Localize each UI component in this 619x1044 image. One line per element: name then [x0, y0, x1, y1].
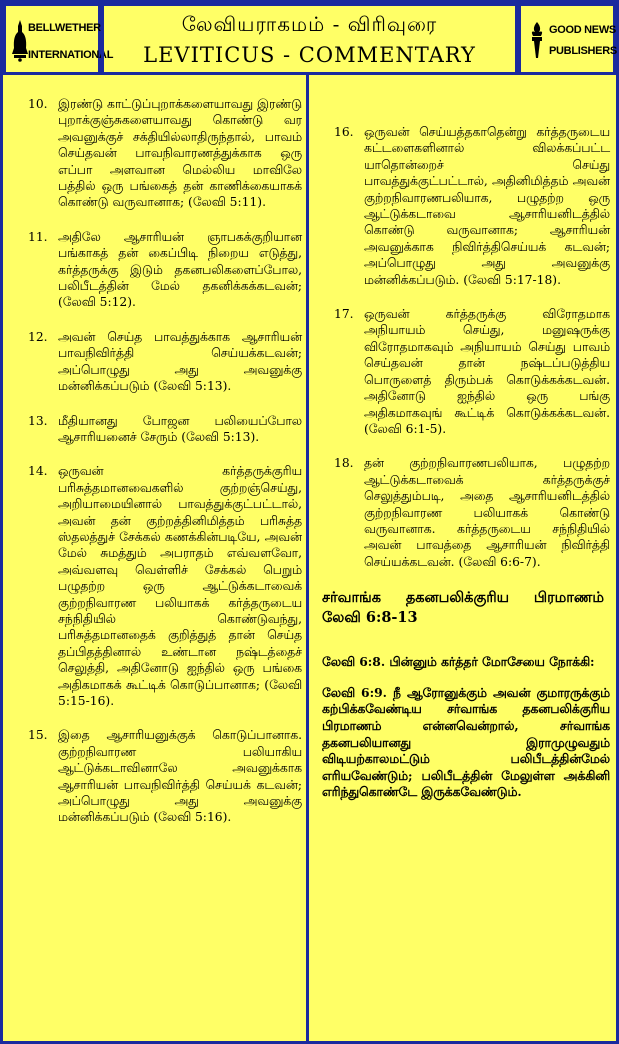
right-column [312, 78, 616, 801]
good-news-logo-text [549, 24, 617, 58]
section-block [322, 588, 610, 801]
verse-6-8: லேவி 6:8. பின்னும் கர்த்தர் மோசேயை நோக்கி: [322, 654, 595, 670]
verse-6-9: லேவி 6:9. நீ ஆரோனுக்கும் அவன் குமாரருக்கும் கற்பிக்கவேண்டிய சர்வாங்க தகனபலிக்குரிய பிரமாணம் என்னவென்றால், சர்வாங்க தகனபலியானது இராமுழுவதும் விடியற்காலமட்டும் பலிபீடத்தின்மேல் எரியவேண்டும்; பலிபீடத்தின் மேலுள்ள அக்கினி எரிந்துகொண்டே இருக்கவேண்டும். [322, 684, 610, 800]
entry-number: 17. [334, 307, 354, 322]
bell-icon [10, 18, 30, 62]
left-column [6, 78, 306, 844]
entry-number: 10. [28, 97, 48, 111]
bellwether-logo [3, 3, 114, 75]
title-box [101, 3, 518, 75]
entry-text: இதை ஆசாரியனுக்குக் கொடுப்பானாக. குற்றநிவாரண பலியாகிய ஆட்டுக்கடாவினாலே அவனுக்காக ஆசாரியன் பாவநிவிர்த்தி செய்யக் கடவன்; அப்பொழுது அது அவனுக்கு மன்னிக்கப்படும் (லேவி 5:16). [58, 728, 302, 825]
entry-number: 16. [334, 125, 354, 139]
verse-entry [28, 463, 302, 709]
entry-text: ஒருவன் செய்யத்தகாதென்று கர்த்தருடைய கட்டளைகளினால் விலக்கப்பட்ட யாதொன்றைச் செய்து பாவத்துக்குட்பட்டால், அதினிமித்தம் அவன் குற்றநிவாரணபலியாக, பழுதற்ற ஒரு ஆட்டுக்கடாவை ஆசாரியனிடத்தில் கொண்டு வருவானாக; ஆசாரியன் அவனுக்காக நிவிர்த்திசெய்யக் கடவன்; அப்பொழுது அது அவனுக்கு மன்னிக்கப்படும். (லேவி 5:17-18). [364, 125, 610, 287]
verse-entry [334, 306, 610, 437]
entry-text: ஒருவன் கர்த்தருக்கு விரோதமாக அநியாயம் செய்து, மனுஷருக்கு விரோதமாகவும் அநியாயம் செய்து பாவம் செய்தவன் தான் நஷ்டப்படுத்திய பொருளைத் திரும்பக் கொடுக்கக்கடவன். அதினோடு ஐந்தில் ஒரு பங்கு அதிகமாகவுங் கூட்டிக் கொடுக்கக்கடவன். (லேவி 6:1-5). [364, 307, 610, 436]
entry-number: 14. [28, 464, 48, 479]
entry-text: அவன் செய்த பாவத்துக்காக ஆசாரியன் பாவநிவிர்த்தி செய்யக்கடவன்; அப்பொழுது அது அவனுக்கு மன்னிக்கப்படும் (லேவி 5:13). [58, 329, 302, 394]
logo-left-line2: INTERNATIONAL [28, 49, 114, 61]
section-reference: லேவி 6:8-13 [322, 609, 418, 627]
verse-entry [28, 329, 302, 395]
title-english: LEVITICUS - COMMENTARY [143, 43, 476, 67]
good-news-logo [518, 3, 616, 75]
logo-right-line2: PUBLISHERS [549, 45, 617, 57]
verse-entry [334, 455, 610, 570]
logo-left-line1: BELLWETHER [28, 22, 101, 34]
verse-entry [28, 727, 302, 825]
verse-entry [28, 96, 302, 211]
entry-number: 11. [28, 229, 48, 244]
entry-number: 15. [28, 728, 48, 743]
verse-entry [28, 413, 302, 446]
entry-number: 12. [28, 329, 48, 344]
header [3, 3, 616, 75]
torch-icon [526, 20, 548, 60]
verse-entry [28, 229, 302, 311]
entry-text: மீதியானது போஜன பலியைப்போல ஆசாரியனைச் சேரும் (லேவி 5:13). [58, 413, 302, 444]
section-heading: சர்வாங்க தகனபலிக்குரிய பிரமாணம் [322, 589, 604, 607]
entry-text: தன் குற்றநிவாரணபலியாக, பழுதற்ற ஆட்டுக்கடாவைக் கர்த்தருக்குச் செலுத்தும்படி, அதை ஆசாரியனிடத்தில் குற்றநிவாரண பலியாகக் கொண்டு வருவானாக. கர்த்தருடைய சந்நிதியில் அவன் பாவத்தை ஆசாரியன் நிவிர்த்தி செய்யக்கடவன். (லேவி 6:6-7). [364, 456, 610, 569]
entry-text: இரண்டு காட்டுப்புறாக்களையாவது இரண்டு புறாக்குஞ்சுகளையாவது கொண்டு வர அவனுக்குச் சக்தியில்லாதிருந்தால், பாவம் செய்தவன் பாவநிவாரணத்துக்காக ஒரு எப்பா அளவான மெல்லிய மாவிலே பத்தில் ஒரு பங்கைத் தன் காணிக்கையாகக் கொண்டு வருவானாக; (லேவி 5:11). [58, 97, 302, 210]
logo-right-line1: GOOD NEWS [549, 24, 616, 36]
entry-number: 13. [28, 413, 48, 428]
entry-text: ஒருவன் கர்த்தருக்குரிய பரிசுத்தமானவைகளில் குற்றஞ்செய்து, அறியாமையினால் பாவத்துக்குட்பட்டால், அவன் தன் குற்றத்தினிமித்தம் பரிசுத்த ஸ்தலத்துச் சேக்கல் கணக்கின்படியே, அவன் மேல் சுமத்தும் அபராதம் எவ்வளவோ, அவ்வளவு வெள்ளிச் சேக்கல் பெறும் பழுதற்ற ஒரு ஆட்டுக்கடாவைக் குற்றநிவாரண பலியாகக் கர்த்தருடைய சந்நிதியில் கொண்டுவந்து, பரிசுத்தமானதைக் குறித்துத் தான் செய்த தப்பிதத்தினால் உண்டான நஷ்டத்தைச் செலுத்தி, அதினோடு ஐந்தில் ஒரு பங்கை அதிகமாகக் கூட்டிக் கொடுப்பானாக; (லேவி 5:15-16). [58, 464, 302, 708]
column-divider [306, 75, 309, 1041]
left-border [0, 75, 3, 1041]
entry-number: 18. [334, 456, 354, 471]
title-tamil: லேவியராகமம் - விரிவுரை [181, 12, 438, 36]
entry-text: அதிலே ஆசாரியன் ஞாபகக்குறியான பங்காகத் தன் கைப்பிடி நிறைய எடுத்து, கர்த்தருக்கு இடும் தகனபலிகளைப்போல, பலிபீடத்தின் மேல் தகனிக்கக்கடவன்; (லேவி 5:12). [58, 229, 302, 310]
verse-entry [334, 124, 610, 288]
